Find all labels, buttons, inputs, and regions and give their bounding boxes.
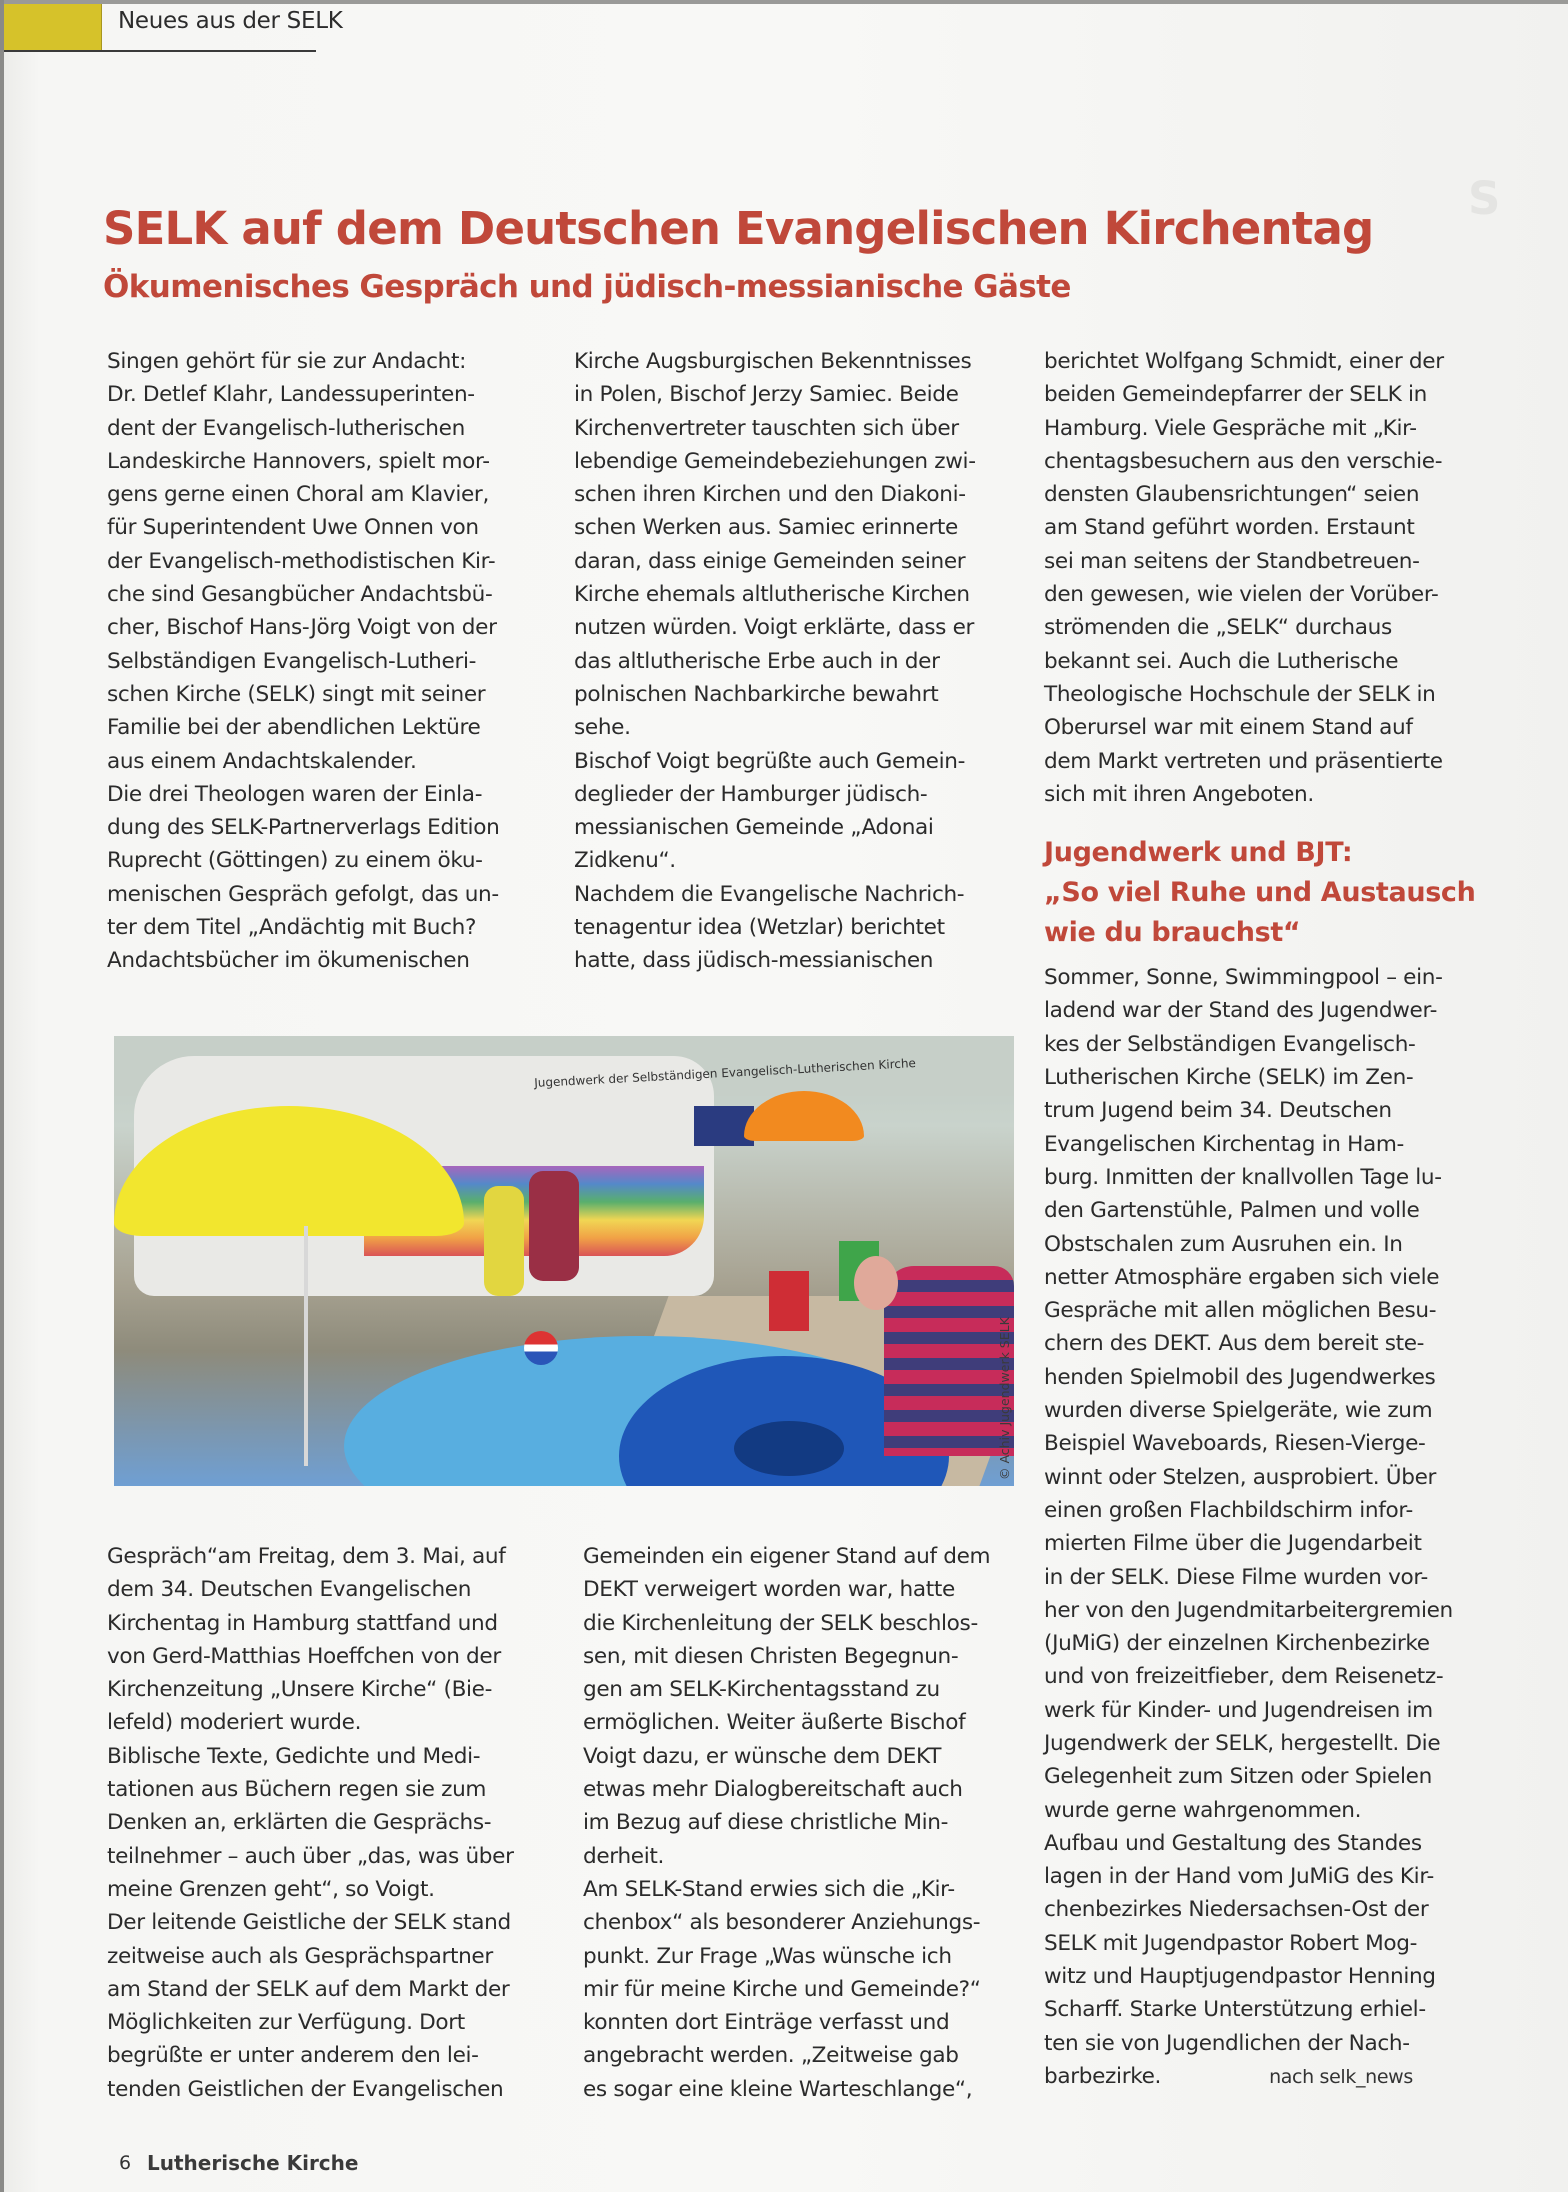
text-line: Kirche ehemals altlutherische Kirchen xyxy=(574,582,970,608)
text-line: Kirchentag in Hamburg stattfand und xyxy=(107,1610,498,1636)
person-head xyxy=(854,1256,898,1310)
text-line: Denken an, erklärten die Gesprächs- xyxy=(107,1810,492,1836)
text-line: winnt oder Stelzen, ausprobiert. Über xyxy=(1044,1464,1437,1490)
text-line: schen ihren Kirchen und den Diakoni- xyxy=(574,482,966,508)
text-line: Voigt dazu, er wünsche dem DEKT xyxy=(583,1743,942,1769)
text-line: mir für meine Kirche und Gemeinde?“ xyxy=(583,1976,981,2002)
text-line: Hamburg. Viele Gespräche mit „Kir- xyxy=(1044,415,1417,441)
page-number: 6 xyxy=(119,2152,132,2174)
person-maroon-shirt xyxy=(529,1171,579,1281)
text-line: Selbständigen Evangelisch-Lutheri- xyxy=(107,648,477,674)
text-line: (JuMiG) der einzelnen Kirchenbezirke xyxy=(1044,1631,1430,1657)
text-line: Kirchenvertreter tauschten sich über xyxy=(574,415,959,441)
text-line: berichtet Wolfgang Schmidt, einer der xyxy=(1044,349,1444,374)
text-line: Der leitende Geistliche der SELK stand xyxy=(107,1910,511,1936)
article-subtitle: Ökumenisches Gespräch und jüdisch-messianische Gäste xyxy=(103,268,1071,305)
text-line: das altlutherische Erbe auch in der xyxy=(574,648,940,674)
text-line: Gelegenheit zum Sitzen oder Spielen xyxy=(1044,1764,1432,1790)
text-line: angebracht werden. „Zeitweise gab xyxy=(583,2043,959,2069)
text-line: Nachdem die Evangelische Nachrich- xyxy=(574,881,965,907)
text-line: henden Spielmobil des Jugendwerkes xyxy=(1044,1364,1436,1390)
text-line: ermöglichen. Weiter äußerte Bischof xyxy=(583,1710,966,1736)
beach-ball xyxy=(524,1331,558,1365)
column-1-bottom xyxy=(107,1540,547,2106)
text-line: teilnehmer – auch über „das, was über xyxy=(107,1843,514,1869)
text-line: tationen aus Büchern regen sie zum xyxy=(107,1777,487,1803)
text-line: Sommer, Sonne, Swimmingpool – ein- xyxy=(1044,965,1443,991)
text-line: Die drei Theologen waren der Einla- xyxy=(107,781,483,807)
text-line: Familie bei der abendlichen Lektüre xyxy=(107,715,481,741)
text-line: am Stand geführt worden. Erstaunt xyxy=(1044,515,1415,541)
text-line: sehe. xyxy=(574,715,631,741)
text-line: nutzen würden. Voigt erklärte, dass er xyxy=(574,615,975,641)
text-line: menischen Gespräch gefolgt, das un- xyxy=(107,881,499,907)
text-line: Bischof Voigt begrüßte auch Gemein- xyxy=(574,748,966,774)
text-line: dem Markt vertreten und präsentierte xyxy=(1044,748,1443,774)
text-line: wie du brauchst“ xyxy=(1044,917,1301,949)
text-line: strömenden die „SELK“ durchaus xyxy=(1044,615,1392,641)
text-line: netter Atmosphäre ergaben sich viele xyxy=(1044,1264,1440,1290)
text-line: und von freizeitfieber, dem Reisenetz- xyxy=(1044,1664,1444,1690)
text-line: tenagentur idea (Wetzlar) berichtet xyxy=(574,915,945,941)
text-line: Evangelischen Kirchentag in Ham- xyxy=(1044,1131,1404,1157)
show-through-text: S xyxy=(1468,172,1501,225)
text-line: Aufbau und Gestaltung des Standes xyxy=(1044,1830,1422,1856)
section-heading-jugendwerk xyxy=(1044,833,1494,953)
text-line: lagen in der Hand vom JuMiG des Kir- xyxy=(1044,1864,1434,1890)
text-line: mierten Filme über die Jugendarbeit xyxy=(1044,1531,1422,1557)
orange-umbrella xyxy=(744,1091,864,1141)
text-line: Jugendwerk der SELK, hergestellt. Die xyxy=(1044,1730,1441,1756)
column-2-top xyxy=(574,345,1019,978)
text-line: ladend war der Stand des Jugendwer- xyxy=(1044,998,1438,1024)
red-garden-chair xyxy=(769,1271,809,1331)
text-line: Andachtsbücher im ökumenischen xyxy=(107,948,470,974)
column-3-part-2 xyxy=(1044,961,1494,2094)
text-line: densten Glaubensrichtungen“ seien xyxy=(1044,482,1420,508)
text-line: Kirchenzeitung „Unsere Kirche“ (Bie- xyxy=(107,1677,493,1703)
text-line: Zidkenu“. xyxy=(574,848,676,874)
caravan-lettering: Jugendwerk der Selbständigen Evangelisch-Lutherischen Kirche xyxy=(533,1056,917,1090)
text-line: barbezirke. nach selk_news xyxy=(1044,2063,1413,2089)
text-line: begrüßte er unter anderem den lei- xyxy=(107,2043,479,2069)
text-line: den Gartenstühle, Palmen und volle xyxy=(1044,1198,1420,1224)
column-2-bottom xyxy=(583,1540,1023,2106)
text-line: meine Grenzen geht“, so Voigt. xyxy=(107,1876,435,1902)
text-line: Landeskirche Hannovers, spielt mor- xyxy=(107,448,490,474)
text-line: derheit. xyxy=(583,1843,664,1869)
text-line: Biblische Texte, Gedichte und Medi- xyxy=(107,1743,481,1769)
text-line: die Kirchenleitung der SELK beschlos- xyxy=(583,1610,978,1636)
text-line: lebendige Gemeindebeziehungen zwi- xyxy=(574,448,976,474)
section-label: Neues aus der SELK xyxy=(118,8,343,34)
text-line: trum Jugend beim 34. Deutschen xyxy=(1044,1098,1392,1124)
text-line: es sogar eine kleine Warteschlange“, xyxy=(583,2076,973,2102)
text-line: schen Werken aus. Samiec erinnerte xyxy=(574,515,958,541)
scan-top-edge xyxy=(0,0,1568,4)
text-line: aus einem Andachtskalender. xyxy=(107,748,417,774)
text-line: beiden Gemeindepfarrer der SELK in xyxy=(1044,382,1427,408)
text-line: Theologische Hochschule der SELK in xyxy=(1044,681,1436,707)
text-line: in Polen, Bischof Jerzy Samiec. Beide xyxy=(574,382,959,408)
text-line: schen Kirche (SELK) singt mit seiner xyxy=(107,681,486,707)
text-line: ter dem Titel „Andächtig mit Buch? xyxy=(107,915,477,941)
text-line: sich mit ihren Angeboten. xyxy=(1044,781,1314,807)
text-line: am Stand der SELK auf dem Markt der xyxy=(107,1976,510,2002)
text-line: deglieder der Hamburger jüdisch- xyxy=(574,781,928,807)
column-1-top xyxy=(107,345,547,978)
person-yellow-top xyxy=(484,1186,524,1296)
article-photo xyxy=(114,1036,1014,1486)
text-line: einen großen Flachbildschirm infor- xyxy=(1044,1497,1413,1523)
text-line: DEKT verweigert worden war, hatte xyxy=(583,1577,955,1603)
swim-ring-hole xyxy=(734,1421,844,1476)
column-3-part-1 xyxy=(1044,345,1494,811)
text-line: dem 34. Deutschen Evangelischen xyxy=(107,1577,472,1603)
text-line: Gemeinden ein eigener Stand auf dem xyxy=(583,1544,991,1569)
text-line: chern des DEKT. Aus dem bereit ste- xyxy=(1044,1331,1425,1357)
text-line: werk für Kinder- und Jugendreisen im xyxy=(1044,1697,1433,1723)
text-line: sen, mit diesen Christen Begegnun- xyxy=(583,1643,959,1669)
text-line: chentagsbesuchern aus den verschie- xyxy=(1044,448,1443,474)
text-line: gen am SELK-Kirchentagsstand zu xyxy=(583,1677,940,1703)
text-line: kes der Selbständigen Evangelisch- xyxy=(1044,1031,1416,1057)
text-line: in der SELK. Diese Filme wurden vor- xyxy=(1044,1564,1428,1590)
photo-credit: © Achiv Jugendwerk SELK xyxy=(997,1317,1012,1480)
text-line: punkt. Zur Frage „Was wünsche ich xyxy=(583,1943,952,1969)
section-color-tab xyxy=(4,4,102,52)
text-line: wurde gerne wahrgenommen. xyxy=(1044,1797,1362,1823)
text-line: chenbox“ als besonderer Anziehungs- xyxy=(583,1910,981,1936)
text-line: daran, dass einige Gemeinden seiner xyxy=(574,548,966,574)
scan-left-edge xyxy=(0,0,4,2192)
column-3 xyxy=(1044,345,1494,2094)
text-line: Gespräch“am Freitag, dem 3. Mai, auf xyxy=(107,1544,506,1569)
text-line: den gewesen, wie vielen der Vorüber- xyxy=(1044,582,1439,608)
text-line: burg. Inmitten der knallvollen Tage lu- xyxy=(1044,1164,1442,1190)
text-line: dung des SELK-Partnerverlags Edition xyxy=(107,815,500,841)
text-line: im Bezug auf diese christliche Min- xyxy=(583,1810,949,1836)
text-line: lefeld) moderiert wurde. xyxy=(107,1710,362,1736)
text-line: Oberursel war mit einem Stand auf xyxy=(1044,715,1413,741)
text-line: sei man seitens der Standbetreuen- xyxy=(1044,548,1420,574)
text-line: polnischen Nachbarkirche bewahrt xyxy=(574,681,939,707)
person-striped-shirt xyxy=(884,1266,1014,1456)
source-note: nach selk_news xyxy=(1269,2065,1413,2088)
umbrella-pole xyxy=(304,1226,308,1466)
magazine-name: Lutherische Kirche xyxy=(147,2151,359,2175)
text-line: Lutherischen Kirche (SELK) im Zen- xyxy=(1044,1065,1414,1091)
text-line: Jugendwerk und BJT: xyxy=(1044,837,1353,869)
text-line: witz und Hauptjugendpastor Henning xyxy=(1044,1964,1436,1990)
text-line: Ruprecht (Göttingen) zu einem öku- xyxy=(107,848,483,874)
text-line: dent der Evangelisch-lutherischen xyxy=(107,415,465,441)
text-line: für Superintendent Uwe Onnen von xyxy=(107,515,479,541)
text-line: „So viel Ruhe und Austausch xyxy=(1044,877,1476,909)
text-line: hatte, dass jüdisch-messianischen xyxy=(574,948,934,974)
text-line: Möglichkeiten zur Verfügung. Dort xyxy=(107,2010,465,2036)
text-line: SELK mit Jugendpastor Robert Mog- xyxy=(1044,1930,1418,1956)
text-line: Obstschalen zum Ausruhen ein. In xyxy=(1044,1231,1403,1257)
text-line: etwas mehr Dialogbereitschaft auch xyxy=(583,1777,963,1803)
text-line: Singen gehört für sie zur Andacht: xyxy=(107,349,467,374)
text-line: konnten dort Einträge verfasst und xyxy=(583,2010,950,2036)
text-line: cher, Bischof Hans-Jörg Voigt von der xyxy=(107,615,497,641)
text-line: bekannt sei. Auch die Lutherische xyxy=(1044,648,1399,674)
text-line: che sind Gesangbücher Andachtsbü- xyxy=(107,582,493,608)
text-line: Scharff. Starke Unterstützung erhiel- xyxy=(1044,1997,1426,2023)
text-line: Kirche Augsburgischen Bekenntnisses xyxy=(574,349,972,374)
text-line: Gespräche mit allen möglichen Besu- xyxy=(1044,1298,1437,1324)
text-line: tenden Geistlichen der Evangelischen xyxy=(107,2076,504,2102)
text-line: Am SELK-Stand erwies sich die „Kir- xyxy=(583,1876,955,1902)
text-line: messianischen Gemeinde „Adonai xyxy=(574,815,934,841)
text-line: Beispiel Waveboards, Riesen-Vierge- xyxy=(1044,1431,1426,1457)
text-line: der Evangelisch-methodistischen Kir- xyxy=(107,548,496,574)
text-line: gens gerne einen Choral am Klavier, xyxy=(107,482,489,508)
section-rule-divider xyxy=(4,50,316,52)
article-title: SELK auf dem Deutschen Evangelischen Kirchentag xyxy=(103,202,1374,256)
text-line: von Gerd-Matthias Hoeffchen von der xyxy=(107,1643,501,1669)
text-line: ten sie von Jugendlichen der Nach- xyxy=(1044,2030,1410,2056)
text-line: her von den Jugendmitarbeitergremien xyxy=(1044,1597,1453,1623)
text-line: Dr. Detlef Klahr, Landessuperinten- xyxy=(107,382,475,408)
text-line: zeitweise auch als Gesprächspartner xyxy=(107,1943,493,1969)
text-line: wurden diverse Spielgeräte, wie zum xyxy=(1044,1398,1433,1424)
text-line: chenbezirkes Niedersachsen-Ost der xyxy=(1044,1897,1429,1923)
